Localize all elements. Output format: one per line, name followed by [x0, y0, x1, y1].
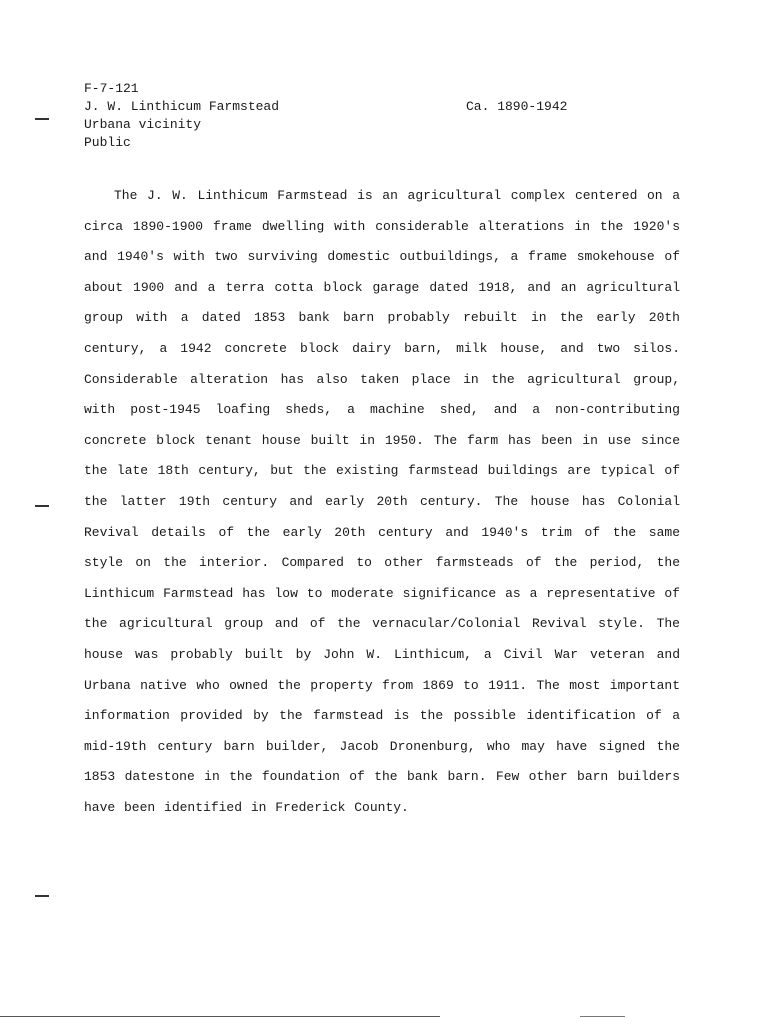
document-header	[84, 80, 279, 152]
summary-paragraph: The J. W. Linthicum Farmstead is an agricultural complex centered on a circa 1890-1900 frame dwelling with considerable alterations in the 1920's and 1940's with two surviving domestic outbuildings, a frame smokehouse of about 1900 and a terra cotta block garage dated 1918, and an agricultural group with a dated 1853 bank barn probably rebuilt in the early 20th century, a 1942 concrete block dairy barn, milk house, and two silos. Considerable alteration has also taken place in the agricultural group, with post-1945 loafing sheds, a machine shed, and a non-contributing concrete block tenant house built in 1950. The farm has been in use since the late 18th century, but the existing farmstead buildings are typical of the latter 19th century and early 20th century. The house has Colonial Revival details of the early 20th century and 1940's trim of the same style on the interior. Compared to other farmsteads of the period, the Linthicum Farmstead has low to moderate significance as a representative of the agricultural group and of the vernacular/Colonial Revival style. The house was probably built by John W. Linthicum, a Civil War veteran and Urbana native who owned the property from 1869 to 1911. The most important information provided by the farmstead is the possible identification of a mid-19th century barn builder, Jacob Dronenburg, who may have signed the 1853 datestone in the foundation of the bank barn. Few other barn builders have been identified in Frederick County.	[84, 188, 680, 815]
location: Urbana vicinity	[84, 117, 202, 132]
property-name: J. W. Linthicum Farmstead	[84, 99, 280, 114]
access-status: Public	[84, 135, 131, 150]
bottom-rule	[0, 1016, 440, 1017]
margin-tick-mark	[35, 895, 49, 897]
date-range: Ca. 1890-1942	[466, 99, 568, 114]
margin-tick-mark	[35, 118, 49, 120]
record-id: F-7-121	[84, 81, 139, 96]
bottom-rule	[580, 1016, 625, 1017]
margin-tick-mark	[35, 505, 49, 507]
